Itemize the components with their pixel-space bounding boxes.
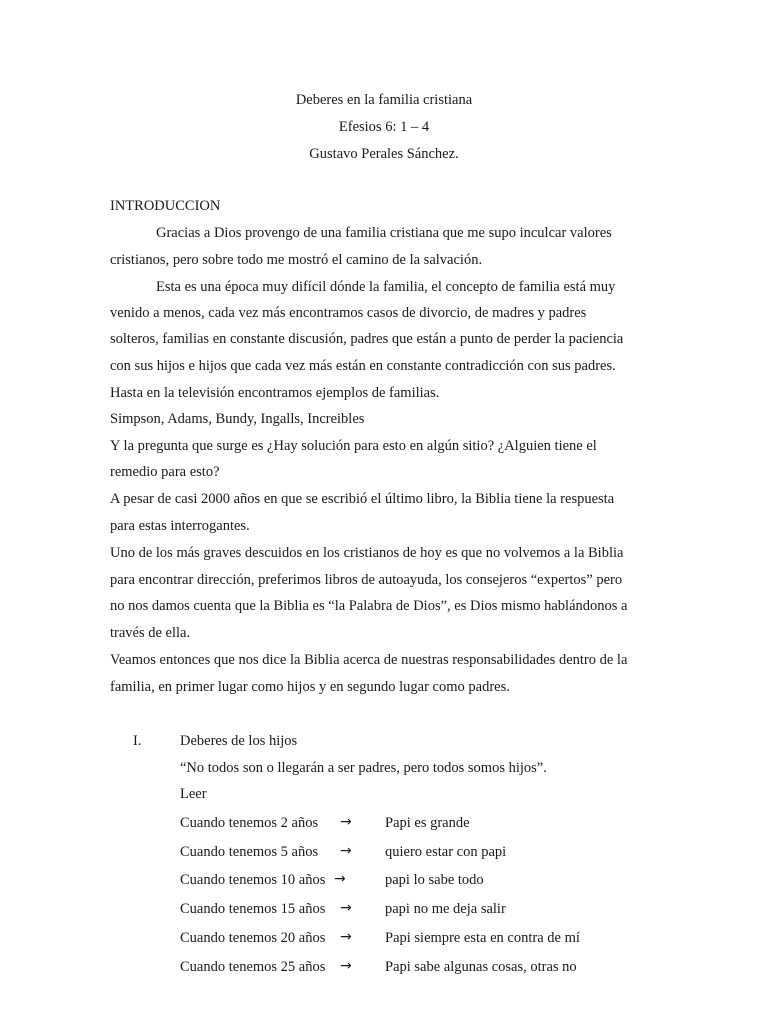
intro-line: Simpson, Adams, Bundy, Ingalls, Increibles [110, 411, 365, 427]
age-result: papi lo sabe todo [385, 872, 484, 888]
section-quote: “No todos son o llegarán a ser padres, pero todos somos hijos”. [180, 760, 547, 776]
right-arrow-icon: → [340, 929, 352, 945]
age-result: Papi es grande [385, 815, 470, 831]
right-arrow-icon: → [340, 900, 352, 916]
section-title: Deberes de los hijos [180, 733, 298, 749]
intro-line: venido a menos, cada vez más encontramos casos de divorcio, de madres y padres [110, 305, 587, 321]
intro-line: Hasta en la televisión encontramos ejemplos de familias. [110, 385, 440, 401]
right-arrow-icon: → [340, 814, 352, 830]
age-label: Cuando tenemos 25 años [180, 959, 326, 975]
right-arrow-icon: → [340, 958, 352, 974]
age-result: quiero estar con papi [385, 844, 507, 860]
intro-line: para estas interrogantes. [110, 518, 250, 534]
age-label: Cuando tenemos 2 años [180, 815, 319, 831]
age-result: Papi siempre esta en contra de mí [385, 930, 580, 946]
age-result: Papi sabe algunas cosas, otras no [385, 959, 577, 975]
intro-line: A pesar de casi 2000 años en que se escribió el último libro, la Biblia tiene la respuesta [110, 491, 615, 507]
age-label: Cuando tenemos 15 años [180, 901, 326, 917]
intro-line: Y la pregunta que surge es ¿Hay solución para esto en algún sitio? ¿Alguien tiene el [110, 438, 597, 454]
section-number: I. [133, 733, 142, 749]
intro-line: no nos damos cuenta que la Biblia es “la Palabra de Dios”, es Dios mismo hablándonos a [110, 598, 628, 614]
intro-line: Gracias a Dios provengo de una familia cristiana que me supo inculcar valores [156, 225, 612, 241]
right-arrow-icon: → [340, 843, 352, 859]
intro-line: familia, en primer lugar como hijos y en segundo lugar como padres. [110, 679, 510, 695]
intro-line: Uno de los más graves descuidos en los cristianos de hoy es que no volvemos a la Biblia [110, 545, 624, 561]
intro-line: Veamos entonces que nos dice la Biblia acerca de nuestras responsabilidades dentro de la [110, 652, 628, 668]
right-arrow-icon: → [334, 871, 346, 887]
intro-line: solteros, familias en constante discusión, padres que están a punto de perder la paciencia [110, 331, 624, 347]
age-label: Cuando tenemos 20 años [180, 930, 326, 946]
intro-line: para encontrar dirección, preferimos libros de autoayuda, los consejeros “expertos” pero [110, 572, 623, 588]
age-label: Cuando tenemos 10 años [180, 872, 326, 888]
document-title: Deberes en la familia cristiana [295, 92, 473, 108]
bible-reference: Efesios 6: 1 – 4 [338, 119, 430, 135]
intro-heading: INTRODUCCION [110, 198, 221, 214]
age-label: Cuando tenemos 5 años [180, 844, 319, 860]
read-instruction: Leer [180, 786, 207, 802]
age-result: papi no me deja salir [385, 901, 506, 917]
intro-line: través de ella. [110, 625, 191, 641]
intro-line: cristianos, pero sobre todo me mostró el camino de la salvación. [110, 252, 483, 268]
intro-line: remedio para esto? [110, 464, 220, 480]
author-name: Gustavo Perales Sánchez. [309, 146, 459, 162]
intro-line: Esta es una época muy difícil dónde la familia, el concepto de familia está muy [156, 279, 616, 295]
intro-line: con sus hijos e hijos que cada vez más están en constante contradicción con sus padres. [110, 358, 616, 374]
